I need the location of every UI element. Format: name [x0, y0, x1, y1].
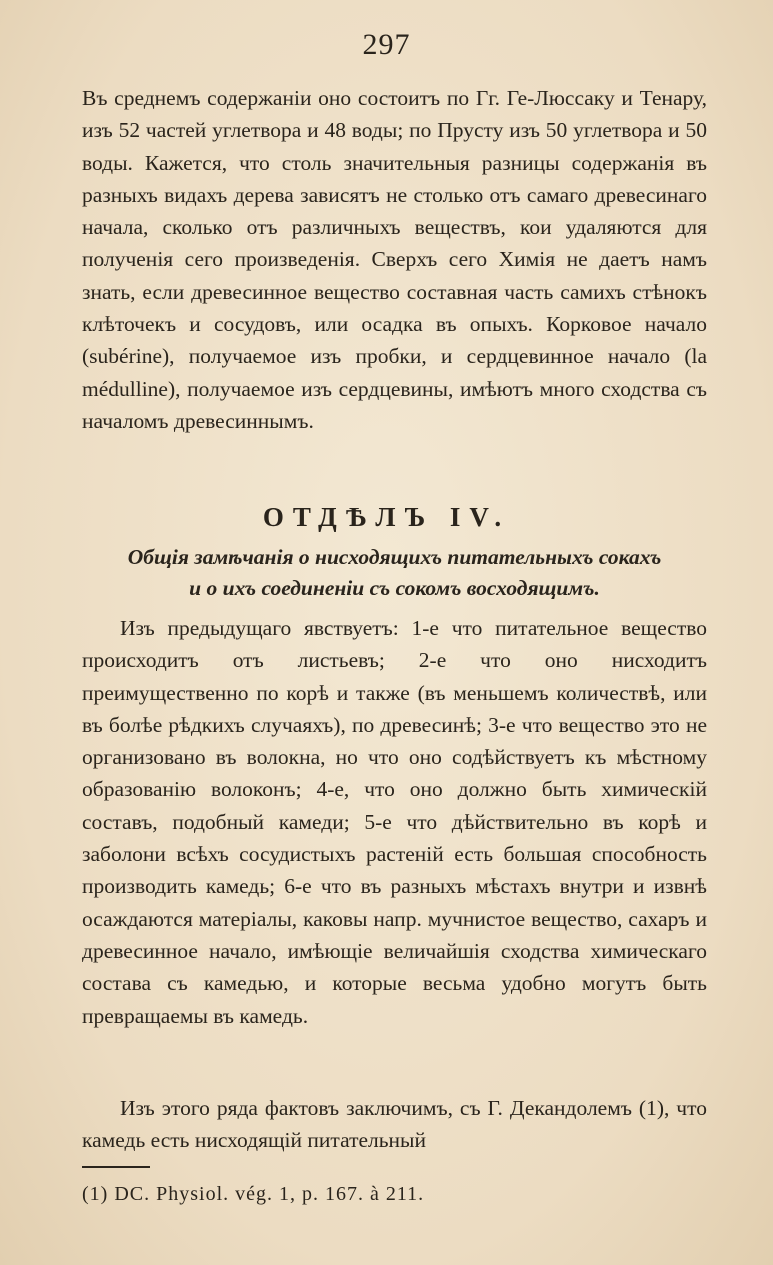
section-subtitle-line1: Общія замѣчанія о нисходящихъ питательныхъ сокахъ	[127, 545, 662, 569]
paragraph-conclusions-list: Изъ предыдущаго явствуетъ: 1-е что питательное вещество происходитъ отъ листьевъ; 2-е что оно нисходитъ преимущественно по корѣ и также (въ меньшемъ количествѣ, или въ болѣе рѣдкихъ случаяхъ), по древесинѣ; 3-е что вещество это не организовано въ волокна, но что оно содѣйствуетъ къ мѣстному образованію волоконъ; 4-е, что оно должно быть химическій составъ, подобный камеди; 5-е что дѣйствительно въ корѣ и заболони всѣхъ сосудистыхъ растеній есть большая способность производить камедь; 6-е что въ разныхъ мѣстахъ внутри и извнѣ осаждаются матеріалы, каковы напр. мучнистое вещество, сахаръ и древесинное начало, имѣющіе величайшія сходства химическаго состава съ камедью, и которые весьма удобно могутъ быть превращаемы въ камедь.	[82, 616, 707, 1028]
page-number: 297	[362, 28, 411, 61]
section-subtitle-line2: и о ихъ соединеніи съ сокомъ восходящимъ.	[189, 576, 600, 600]
paragraph-wood-composition: Въ среднемъ содержаніи оно состоитъ по Гг. Ге-Люссаку и Тенару, изъ 52 частей углетвора и 48 воды; по Прусту изъ 50 углетвора и 50 воды. Кажется, что столь значительныя разницы содержанія въ разныхъ видахъ дерева зависятъ не столько отъ самаго древесинаго начала, сколько отъ различныхъ веществъ, кои удаляются для полученія сего произведенія. Сверхъ сего Химія не даетъ намъ знать, если древесинное вещество составная часть самихъ стѣнокъ клѣточекъ и сосудовъ, или осадка въ опыхъ. Корковое начало (subérine), получаемое изъ пробки, и сердцевинное начало (la médulline), получаемое изъ сердцевины, имѣютъ много сходства съ началомъ древесиннымъ.	[82, 86, 707, 433]
footnote-rule	[82, 1166, 150, 1168]
footnote: (1) DC. Physiol. vég. 1, p. 167. à 211.	[82, 1183, 425, 1205]
section-title: ОТДѢЛЪ IV.	[262, 502, 511, 532]
paragraph-candolle: Изъ этого ряда фактовъ заключимъ, съ Г. Декандолемъ (1), что камедь есть нисходящій питательный	[82, 1096, 707, 1153]
